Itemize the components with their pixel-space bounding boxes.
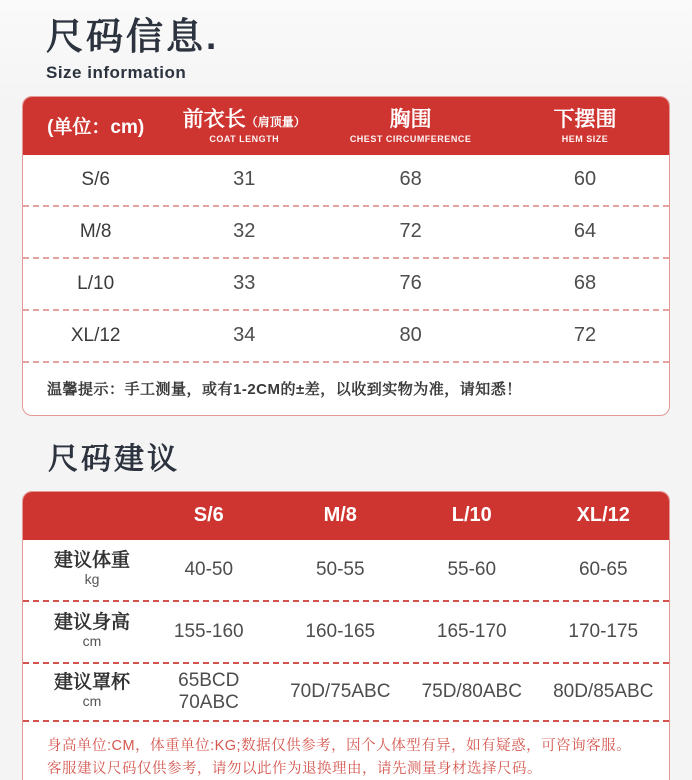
cell-value: 40-50 — [184, 558, 234, 580]
unit-label: (单位：cm) — [47, 117, 145, 139]
column-en-label: CHEST CIRCUMFERENCE — [349, 134, 472, 145]
cell-value-line2: 70ABC — [178, 691, 239, 713]
footnote-line-2: 客服建议尺码仅供参考，请勿以此作为退换理由，请先测量身材选择尺码。 — [47, 760, 542, 777]
column-en-label: COAT LENGTH — [209, 134, 280, 145]
suggestion-table-card — [22, 491, 670, 780]
cell-value: 68 — [573, 272, 597, 295]
size-label: S/6 — [81, 168, 110, 190]
row-unit: cm — [82, 693, 102, 710]
size-column-header: M/8 — [323, 504, 357, 527]
cell-value: 65BCD 70ABC — [143, 670, 275, 714]
column-header-hem — [501, 107, 669, 144]
size-label: M/8 — [79, 220, 112, 242]
disclaimer-footnote — [23, 722, 669, 780]
cell-value: 32 — [233, 220, 256, 243]
column-en-label: HEM SIZE — [561, 134, 609, 145]
cell-value: 60-65 — [578, 558, 628, 580]
size-column-header: L/10 — [451, 504, 492, 527]
cell-value: 160-165 — [305, 620, 376, 642]
row-unit: cm — [82, 633, 102, 650]
size-column-header: XL/12 — [576, 504, 630, 527]
column-zh-label: 胸围 — [389, 107, 432, 131]
table-row-l — [23, 259, 669, 311]
suggestion-row-weight — [23, 540, 669, 602]
title-block — [0, 0, 692, 83]
suggestion-row-cup — [23, 664, 669, 722]
table-row-xl — [23, 311, 669, 363]
size-table-header — [23, 97, 669, 155]
cell-value: 76 — [399, 272, 422, 295]
column-header-chest — [320, 107, 501, 144]
column-zh-label: 前衣长 — [182, 107, 246, 131]
cell-value: 34 — [233, 324, 256, 347]
column-header-coat-length — [168, 107, 320, 144]
column-zh-label: 下摆围 — [553, 107, 617, 131]
row-label: 建议身高 — [53, 612, 130, 634]
cell-value: 31 — [233, 168, 256, 191]
cell-value: 68 — [399, 168, 422, 191]
cell-value: 165-170 — [436, 620, 507, 642]
cell-value: 75D/80ABC — [421, 680, 522, 702]
size-table-card — [22, 96, 670, 416]
cell-value: 72 — [399, 220, 422, 243]
section-title-suggestion: 尺码建议 — [48, 442, 180, 476]
cell-value: 60 — [573, 168, 597, 191]
cell-value: 55-60 — [447, 558, 497, 580]
row-label: 建议体重 — [53, 550, 130, 572]
size-column-header: S/6 — [193, 504, 224, 527]
cell-value: 72 — [573, 324, 597, 347]
row-unit: kg — [84, 571, 100, 588]
size-label: XL/12 — [70, 324, 121, 346]
table-row-m — [23, 207, 669, 259]
cell-value: 64 — [573, 220, 597, 243]
suggestion-row-height — [23, 602, 669, 664]
cell-value: 155-160 — [173, 620, 244, 642]
footnote-line-1: 身高单位:CM，体重单位:KG;数据仅供参考，因个人体型有异，如有疑惑，可咨询客服。 — [47, 737, 632, 754]
suggestion-table-header — [23, 492, 669, 540]
cell-value: 70D/75ABC — [290, 680, 391, 702]
page-title: 尺码信息. — [46, 16, 220, 57]
size-label: L/10 — [77, 272, 115, 294]
cell-value: 33 — [233, 272, 256, 295]
measurement-tip: 温馨提示：手工测量，或有1-2CM的±差，以收到实物为准，请知悉！ — [47, 381, 522, 399]
cell-value: 80 — [399, 324, 422, 347]
table-row-s — [23, 155, 669, 207]
column-note: （肩顶量） — [245, 114, 306, 129]
cell-value: 170-175 — [568, 620, 639, 642]
cell-value: 50-55 — [315, 558, 365, 580]
page-subtitle: Size information — [46, 62, 187, 82]
cell-value: 80D/85ABC — [553, 680, 654, 702]
row-label: 建议罩杯 — [53, 672, 130, 694]
